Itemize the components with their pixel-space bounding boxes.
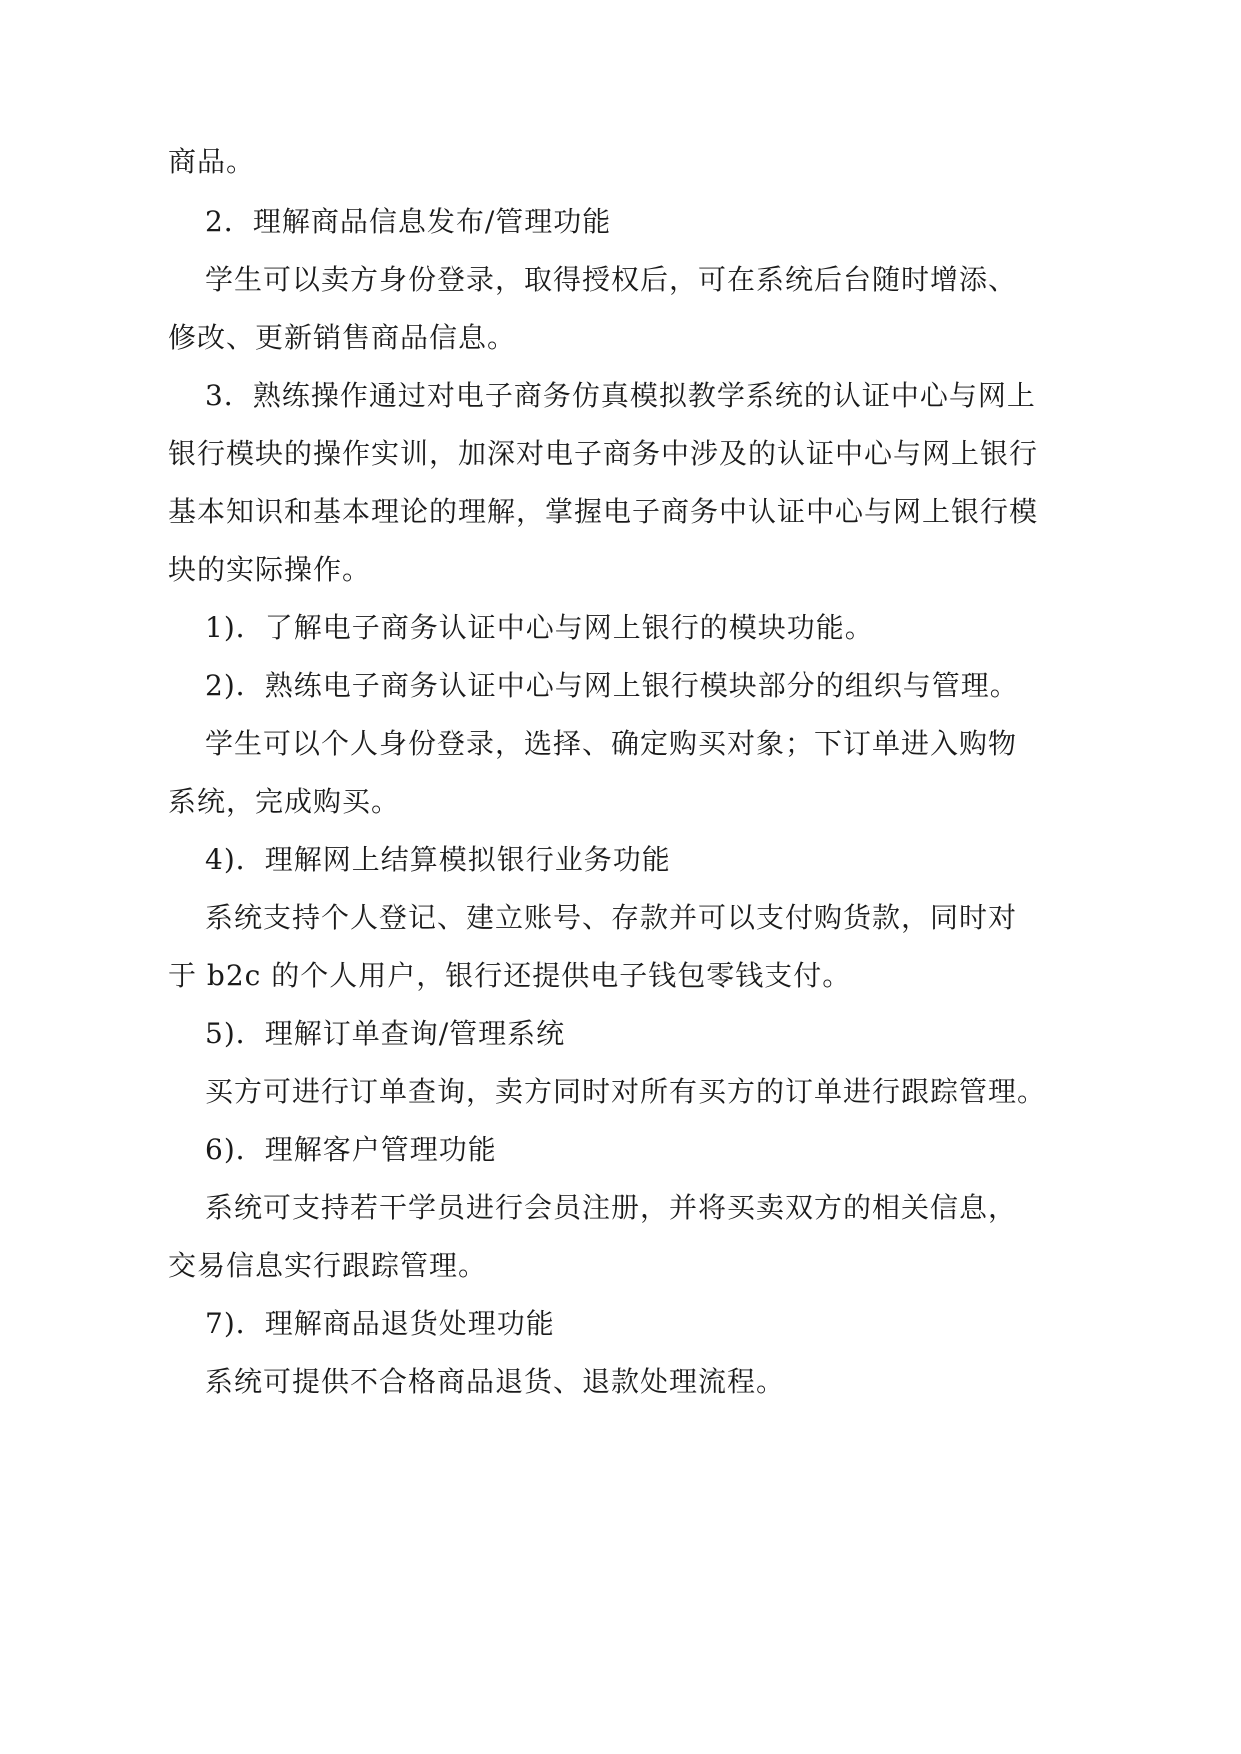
text-line: 于 b2c 的个人用户，银行还提供电子钱包零钱支付。 (168, 959, 852, 992)
list-item: 6)．理解客户管理功能 (205, 1133, 497, 1166)
text-line: 商品。 (168, 145, 256, 178)
text-line: 基本知识和基本理论的理解，掌握电子商务中认证中心与网上银行模 (168, 495, 1039, 528)
text-line: 系统可提供不合格商品退货、退款处理流程。 (205, 1365, 786, 1398)
text-line: 买方可进行订单查询，卖方同时对所有买方的订单进行跟踪管理。 (205, 1075, 1047, 1108)
list-item: 5)．理解订单查询/管理系统 (205, 1017, 566, 1050)
text-line: 系统可支持若干学员进行会员注册，并将买卖双方的相关信息， (205, 1191, 1018, 1224)
list-item: 7)．理解商品退货处理功能 (205, 1307, 555, 1340)
text-line: 银行模块的操作实训，加深对电子商务中涉及的认证中心与网上银行 (168, 437, 1039, 470)
list-item: 4)．理解网上结算模拟银行业务功能 (205, 843, 671, 876)
text-line: 学生可以卖方身份登录，取得授权后，可在系统后台随时增添、 (205, 263, 1018, 296)
section-heading: 3．熟练操作通过对电子商务仿真模拟教学系统的认证中心与网上 (205, 379, 1036, 412)
list-item: 2)．熟练电子商务认证中心与网上银行模块部分的组织与管理。 (205, 669, 1019, 702)
section-heading: 2．理解商品信息发布/管理功能 (205, 205, 612, 238)
text-line: 块的实际操作。 (168, 553, 372, 586)
text-line: 学生可以个人身份登录，选择、确定购买对象；下订单进入购物 (205, 727, 1018, 760)
list-item: 1)．了解电子商务认证中心与网上银行的模块功能。 (205, 611, 874, 644)
text-line: 交易信息实行跟踪管理。 (168, 1249, 488, 1282)
text-line: 系统，完成购买。 (168, 785, 401, 818)
text-line: 修改、更新销售商品信息。 (168, 321, 517, 354)
text-line: 系统支持个人登记、建立账号、存款并可以支付购货款，同时对 (205, 901, 1018, 934)
